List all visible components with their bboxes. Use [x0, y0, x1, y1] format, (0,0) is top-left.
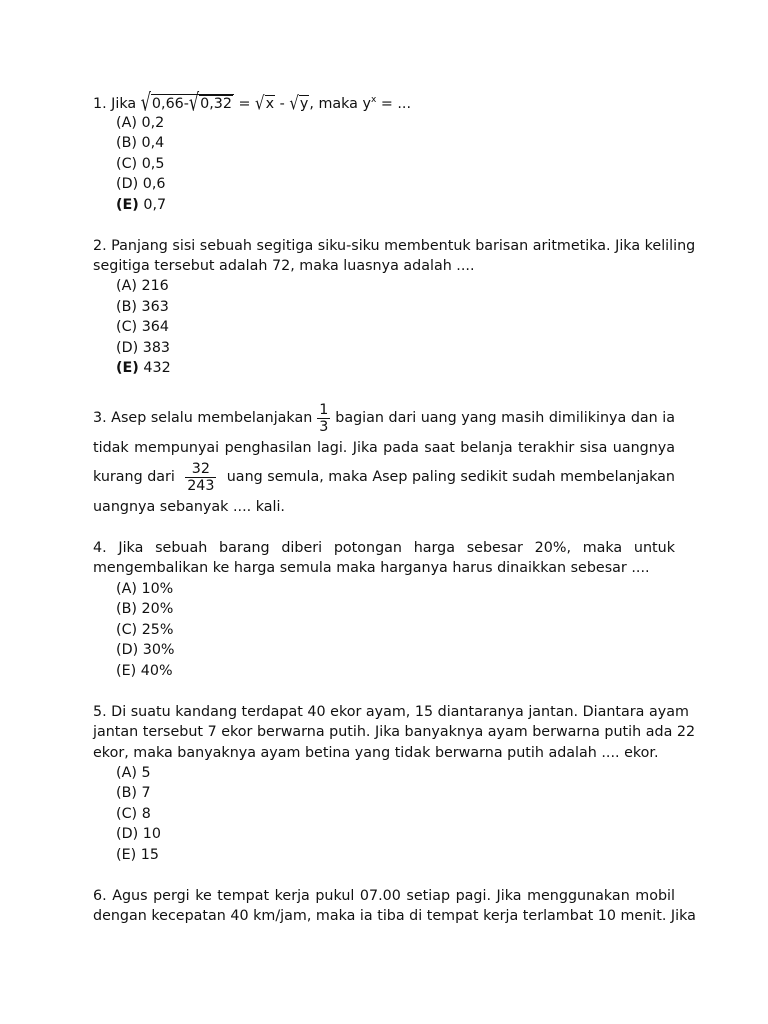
q5-option-b[interactable]: (B) 7: [116, 785, 151, 801]
q4-line-1: 4. Jika sebuah barang diberi potongan harga sebesar 20%, maka untuk: [93, 540, 675, 556]
q2-line-1: 2. Panjang sisi sebuah segitiga siku-siku membentuk barisan aritmetika. Jika keliling: [93, 238, 696, 254]
q1-sqrt-y: √y: [289, 91, 309, 115]
q1-suffix-end: = ...: [380, 96, 411, 112]
q3-line-3: kurang dari $\frac{32}{243}$ uang semula, maka Asep paling sedikit sudah membelanjakan: [93, 460, 675, 494]
q2-option-e[interactable]: (E) 432: [116, 360, 171, 376]
q2-option-c[interactable]: (C) 364: [116, 319, 169, 335]
q1-option-d[interactable]: (D) 0,6: [116, 176, 166, 192]
q2-line-2: segitiga tersebut adalah 72, maka luasnya adalah ....: [93, 258, 475, 274]
q1-stem: [93, 88, 411, 117]
q1-minus: -: [279, 96, 285, 112]
q5-line-3: ekor, maka banyaknya ayam betina yang tidak berwarna putih adalah .... ekor.: [93, 745, 659, 761]
q1-option-a[interactable]: (A) 0,2: [116, 115, 165, 131]
q4-option-c[interactable]: (C) 25%: [116, 622, 174, 638]
q3-line-4: uangnya sebanyak .... kali.: [93, 499, 285, 515]
q1-sqrt-x: √x: [255, 91, 275, 115]
q4-option-e[interactable]: (E) 40%: [116, 663, 173, 679]
q1-suffix: , maka y: [309, 96, 371, 112]
q1-option-c[interactable]: (C) 0,5: [116, 156, 165, 172]
q1-option-b[interactable]: (B) 0,4: [116, 135, 165, 151]
q3-line-1: 3. Asep selalu membelanjakan $\frac{1}{3}$ bagian dari uang yang masih dimilikinya dan ia: [93, 401, 675, 435]
q1-radicand-b: 0,32: [200, 96, 232, 112]
q5-line-1: 5. Di suatu kandang terdapat 40 ekor ayam, 15 diantaranya jantan. Diantara ayam: [93, 704, 689, 720]
q1-equals: =: [238, 96, 251, 112]
q1-exponent: x: [370, 95, 377, 105]
q6-line-2: dengan kecepatan 40 km/jam, maka ia tiba di tempat kerja terlambat 10 menit. Jika: [93, 908, 696, 924]
q1-prefix: 1. Jika: [93, 96, 137, 112]
q4-line-2: mengembalikan ke harga semula maka harganya harus dinaikkan sebesar ....: [93, 560, 650, 576]
q1-inner-radical: √0,32: [188, 88, 232, 117]
q2-option-a[interactable]: (A) 216: [116, 278, 169, 294]
q2-option-d[interactable]: (D) 383: [116, 340, 171, 356]
q5-option-d[interactable]: (D) 10: [116, 826, 161, 842]
q6-line-1: 6. Agus pergi ke tempat kerja pukul 07.00 setiap pagi. Jika menggunakan mobil: [93, 888, 675, 904]
q1-option-e[interactable]: (E) 0,7: [116, 197, 167, 213]
q4-option-d[interactable]: (D) 30%: [116, 642, 175, 658]
q3-fraction-one-third: $\frac{1}{3}$: [319, 401, 329, 435]
q5-option-c[interactable]: (C) 8: [116, 806, 151, 822]
q1-outer-radical: √0,66-√0,32: [140, 88, 232, 117]
q4-option-b[interactable]: (B) 20%: [116, 601, 174, 617]
q3-fraction-32-243: $\frac{32}{243}$: [187, 460, 215, 494]
q5-option-a[interactable]: (A) 5: [116, 765, 151, 781]
q3-line-2: tidak mempunyai penghasilan lagi. Jika pada saat belanja terakhir sisa uangnya: [93, 440, 675, 456]
q5-line-2: jantan tersebut 7 ekor berwarna putih. Jika banyaknya ayam berwarna putih ada 22: [93, 724, 696, 740]
q4-option-a[interactable]: (A) 10%: [116, 581, 174, 597]
q1-radicand-a: 0,66-: [151, 96, 189, 112]
q5-option-e[interactable]: (E) 15: [116, 847, 159, 863]
q2-option-b[interactable]: (B) 363: [116, 299, 169, 315]
